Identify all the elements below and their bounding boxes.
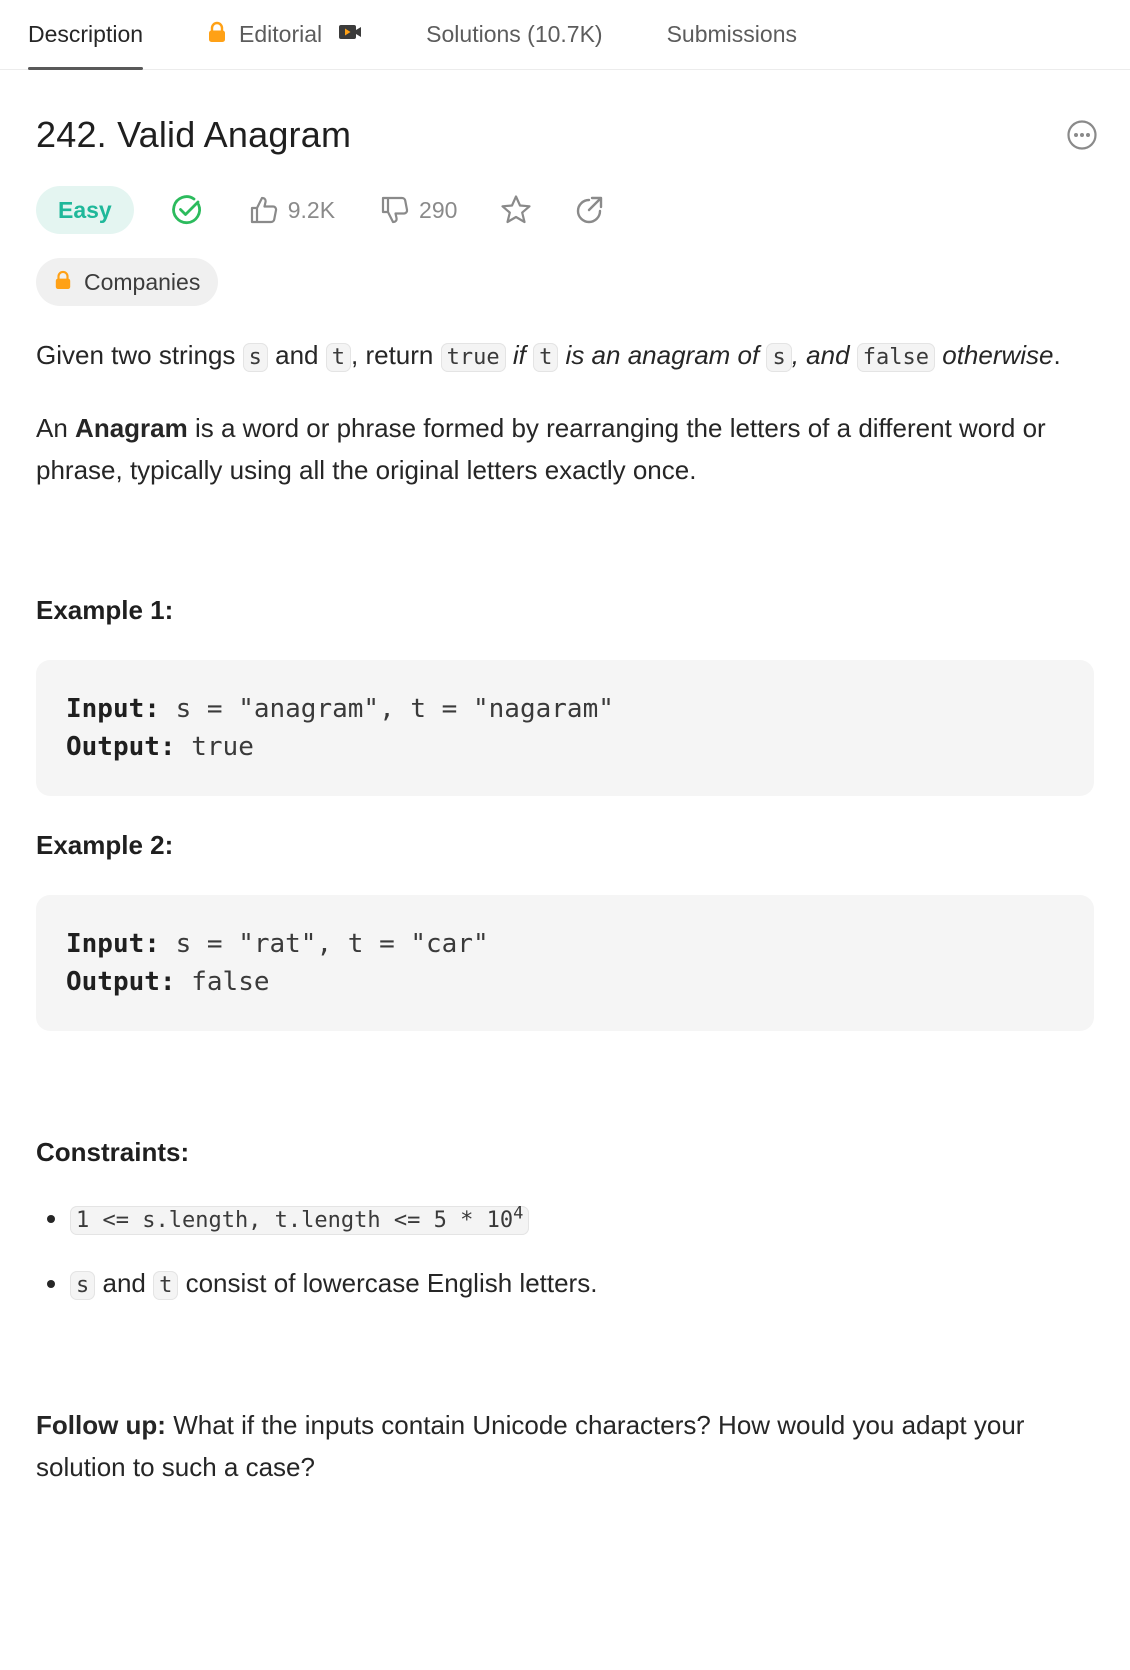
- follow-up-text: What if the inputs contain Unicode characters? How would you adapt your solution to such a case?: [36, 1410, 1025, 1482]
- example-input: s = "rat", t = "car": [175, 929, 489, 959]
- italic-text: , and: [791, 340, 850, 370]
- tab-submissions[interactable]: [667, 0, 797, 69]
- like-button[interactable]: [248, 194, 335, 226]
- example-1-heading: Example 1:: [36, 595, 174, 625]
- output-label: Output:: [66, 967, 176, 997]
- italic-text: is an anagram of: [565, 340, 760, 370]
- example-1-block: [36, 660, 1094, 796]
- text: .: [1053, 340, 1061, 370]
- text: and: [275, 340, 319, 370]
- difficulty-badge: Easy: [36, 186, 134, 234]
- text: Given two strings: [36, 340, 236, 370]
- more-icon[interactable]: [1066, 119, 1098, 151]
- exponent: 4: [513, 1203, 524, 1224]
- dislike-count: 290: [419, 196, 458, 223]
- example-2-block: [36, 895, 1094, 1031]
- companies-label: Companies: [84, 268, 201, 295]
- dislike-button[interactable]: [379, 194, 457, 226]
- tab-editorial-label: Editorial: [239, 21, 323, 47]
- text: is a word or phrase formed by rearranging the letters of a different word or phrase, typically using all the original letters exactly once.: [36, 413, 1046, 485]
- follow-up-label: Follow up:: [36, 1410, 166, 1440]
- bold-term: Anagram: [75, 413, 188, 443]
- video-icon: [338, 21, 362, 48]
- companies-tag[interactable]: [36, 258, 218, 306]
- output-label: Output:: [66, 732, 176, 762]
- description-panel: [0, 114, 1130, 1488]
- italic-text: otherwise: [942, 340, 1054, 370]
- text: , return: [351, 340, 434, 370]
- constraints-heading: Constraints:: [36, 1137, 190, 1167]
- follow-up: [36, 1404, 1094, 1488]
- inline-code: t: [153, 1271, 178, 1300]
- example-output: true: [191, 732, 254, 762]
- text: and: [102, 1268, 146, 1298]
- tab-solutions-label: Solutions (10.7K): [426, 21, 603, 47]
- inline-code: s: [70, 1271, 95, 1300]
- constraint-code: 1 <= s.length, t.length <= 5 * 10: [76, 1208, 514, 1233]
- thumbs-down-icon: [379, 194, 411, 226]
- inline-code: s: [243, 343, 268, 372]
- example-input: s = "anagram", t = "nagaram": [175, 694, 614, 724]
- star-icon[interactable]: [499, 193, 533, 227]
- problem-title: 242. Valid Anagram: [36, 114, 352, 155]
- input-label: Input:: [66, 929, 160, 959]
- lock-icon: [54, 269, 72, 296]
- inline-code: s: [766, 343, 791, 372]
- tab-editorial[interactable]: [207, 0, 362, 69]
- inline-code: t: [533, 343, 558, 372]
- constraints-list: [36, 1198, 1094, 1306]
- example-2-heading: Example 2:: [36, 830, 174, 860]
- inline-code: true: [441, 343, 506, 372]
- inline-code: false: [857, 343, 935, 372]
- share-icon[interactable]: [573, 194, 605, 226]
- input-label: Input:: [66, 694, 160, 724]
- inline-code: [70, 1203, 529, 1235]
- italic-text: if: [512, 340, 526, 370]
- description-paragraph-2: [36, 407, 1094, 491]
- tab-submissions-label: Submissions: [666, 21, 797, 47]
- tab-description-label: Description: [28, 21, 144, 47]
- constraint-item: [70, 1198, 1094, 1241]
- tab-description[interactable]: [28, 0, 143, 69]
- lock-icon: [207, 21, 227, 49]
- tab-solutions[interactable]: [426, 0, 602, 69]
- example-output: false: [191, 967, 270, 997]
- tab-bar: [0, 0, 1130, 70]
- description-paragraph-1: [36, 334, 1094, 379]
- solved-check-icon: [170, 193, 204, 227]
- constraint-item: [70, 1263, 1094, 1306]
- text: An: [36, 413, 68, 443]
- inline-code: t: [326, 343, 351, 372]
- text: consist of lowercase English letters.: [185, 1268, 598, 1298]
- thumbs-up-icon: [248, 194, 280, 226]
- like-count: 9.2K: [287, 196, 336, 223]
